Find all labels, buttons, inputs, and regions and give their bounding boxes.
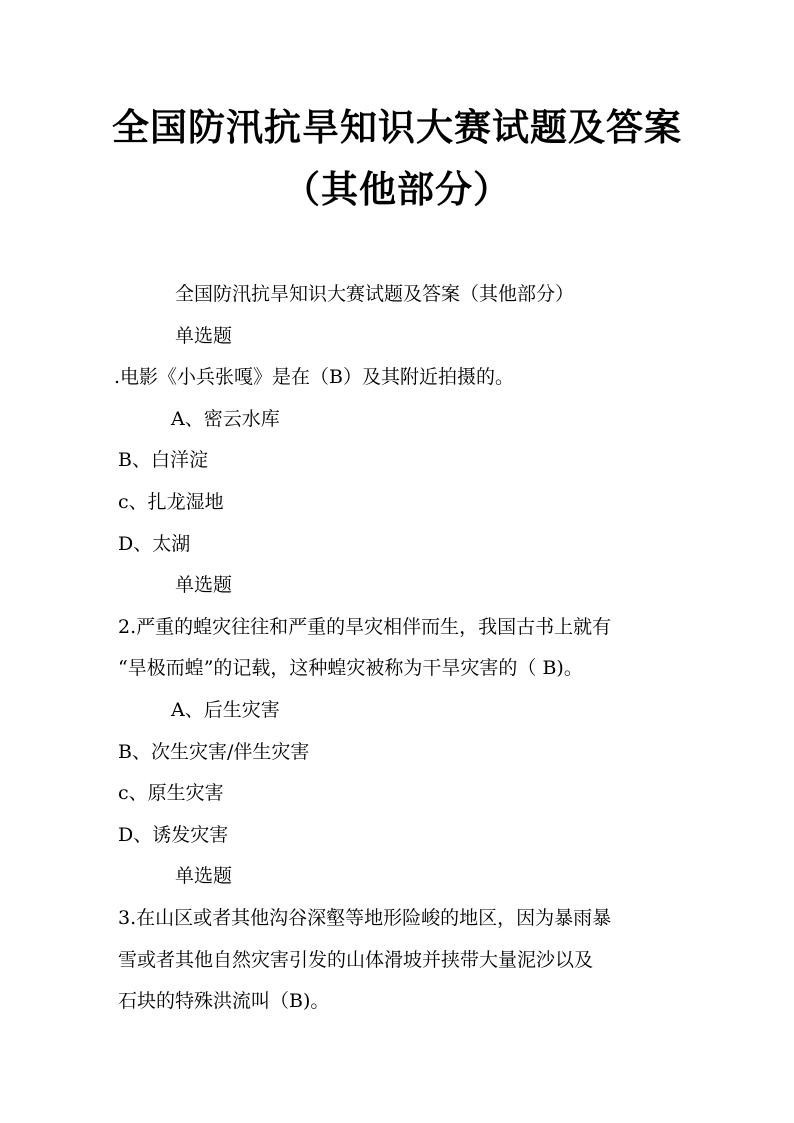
- option-a: A、后生灾害: [171, 698, 280, 721]
- document-title: 全国防汛抗旱知识大赛试题及答案: [112, 106, 682, 149]
- question-text: 石块的特殊洪流叫（B)。: [118, 990, 330, 1013]
- question-text: .电影《小兵张嘎》是在（B）及其附近拍摄的。: [114, 366, 515, 389]
- question-type-label: 单选题: [175, 324, 233, 347]
- question-text: 2.严重的蝗灾往往和严重的旱灾相伴而生，我国古书上就有: [118, 615, 612, 638]
- question-text: 雪或者其他自然灾害引发的山体滑坡并挟带大量泥沙以及: [118, 948, 594, 971]
- question-type-label: 单选题: [175, 865, 233, 888]
- option-c: c、扎龙湿地: [118, 490, 224, 513]
- option-c: c、原生灾害: [118, 782, 224, 805]
- option-d: D、诱发灾害: [118, 823, 229, 846]
- option-a: A、密云水库: [171, 407, 280, 430]
- document-subtitle: 全国防汛抗旱知识大赛试题及答案（其他部分）: [175, 283, 575, 305]
- document-title-suffix: （其他部分）: [283, 168, 511, 211]
- option-d: D、太湖: [118, 532, 191, 555]
- question-text: “旱极而蝗”的记载，这种蝗灾被称为干旱灾害的（ B)。: [118, 657, 583, 680]
- option-b: B、次生灾害/伴生灾害: [118, 740, 310, 763]
- question-type-label: 单选题: [175, 574, 233, 597]
- document-body: [114, 274, 678, 1023]
- option-b: B、白洋淀: [118, 449, 208, 472]
- question-text: 3.在山区或者其他沟谷深壑等地形险峻的地区，因为暴雨暴: [118, 906, 612, 929]
